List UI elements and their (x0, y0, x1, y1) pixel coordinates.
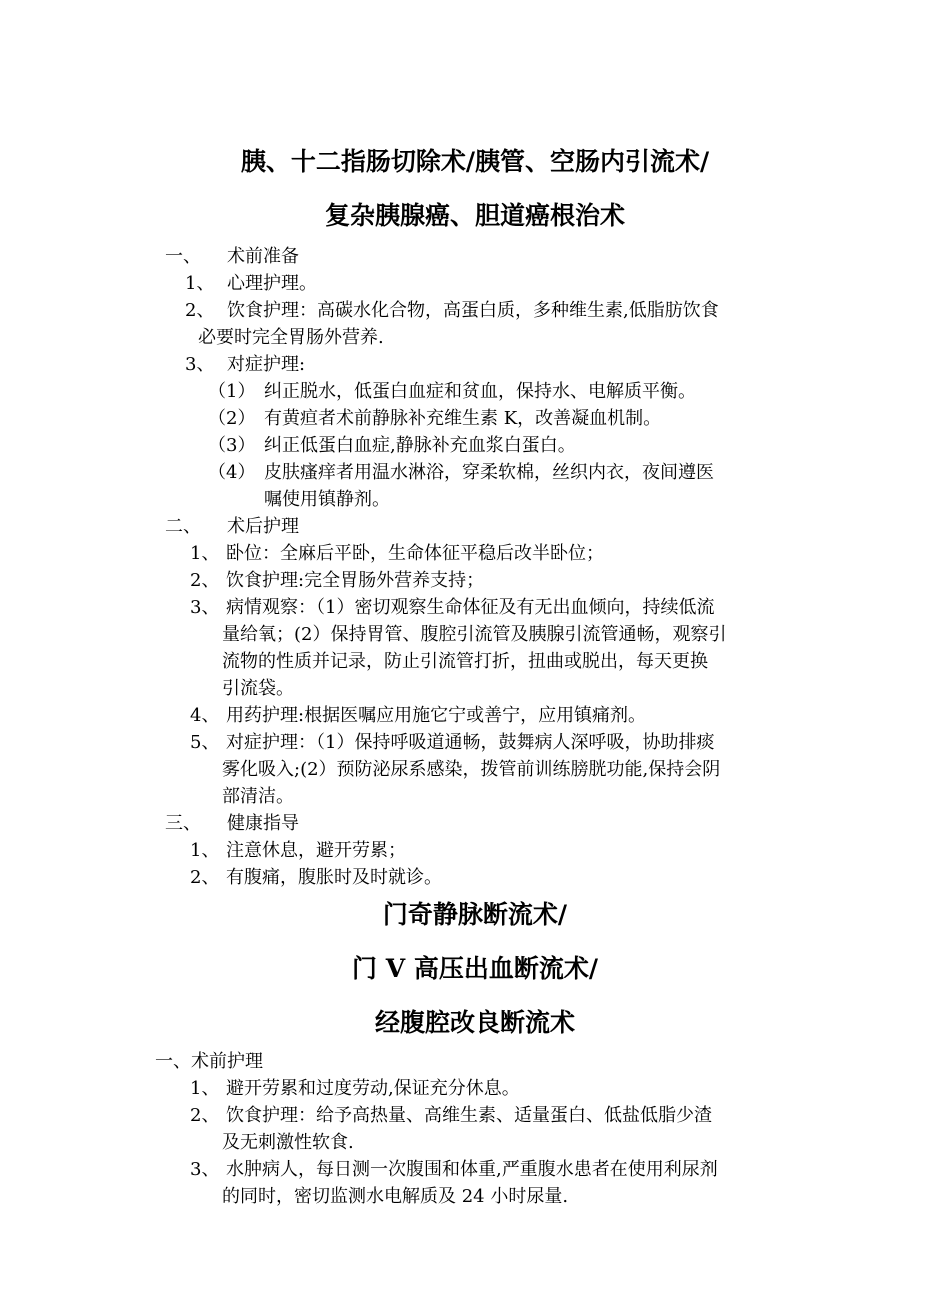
preop-heading-num: 一、 (165, 246, 201, 267)
preop-heading-text: 术前准备 (227, 246, 299, 267)
health-item-1-text: 注意休息，避开劳累； (226, 840, 406, 861)
health-item-1-num: 1、 (190, 840, 220, 861)
postop-item-5-text: 对症护理：（1）保持呼吸道通畅，鼓舞病人深呼吸，协助排痰 (226, 732, 715, 753)
postop-item-2-text: 饮食护理:完全胃肠外营养支持； (226, 570, 485, 591)
preop-item-2-cont: 必要时完全胃肠外营养. (198, 327, 384, 348)
postop-item-3-cont1: 量给氧；(2）保持胃管、腹腔引流管及胰腺引流管通畅，观察引 (222, 624, 727, 645)
postop-item-3-cont3: 引流袋。 (222, 678, 294, 699)
preop-item-2-num: 2、 (185, 300, 215, 321)
preop-subitem-3-num: （3） (208, 435, 256, 456)
preop-subitem-4-cont: 嘱使用镇静剂。 (264, 489, 390, 510)
section2-title-line3: 经腹腔改良断流术 (374, 1008, 575, 1037)
section2-title-line2: 门 V 高压出血断流术/ (352, 954, 598, 983)
section2-item-1-num: 1、 (190, 1078, 220, 1099)
postop-item-2-num: 2、 (190, 570, 220, 591)
section1-title-line2: 复杂胰腺癌、胆道癌根治术 (324, 201, 625, 230)
section2-item-1-text: 避开劳累和过度劳动,保证充分休息。 (226, 1078, 520, 1099)
section2-item-3-num: 3、 (190, 1159, 220, 1180)
preop-item-1-text: 心理护理。 (227, 273, 317, 294)
preop-item-1-num: 1、 (185, 273, 215, 294)
section2-item-3-cont: 的同时，密切监测水电解质及 24 小时尿量. (222, 1186, 569, 1207)
preop-subitem-2-num: （2） (208, 408, 256, 429)
preop-item-3-text: 对症护理: (227, 354, 306, 375)
preop-item-3-num: 3、 (185, 354, 215, 375)
health-item-2-num: 2、 (190, 867, 220, 888)
postop-item-4-num: 4、 (190, 705, 220, 726)
postop-item-1-num: 1、 (190, 543, 220, 564)
postop-item-5-cont1: 雾化吸入;(2）预防泌尿系感染，拨管前训练膀胱功能,保持会阴 (222, 759, 721, 780)
postop-item-4-text: 用药护理:根据医嘱应用施它宁或善宁，应用镇痛剂。 (226, 705, 647, 726)
postop-item-5-cont2: 部清洁。 (222, 786, 294, 807)
postop-item-3-num: 3、 (190, 597, 220, 618)
health-item-2-text: 有腹痛，腹胀时及时就诊。 (226, 867, 442, 888)
preop-subitem-4-num: （4） (208, 462, 256, 483)
postop-heading-text: 术后护理 (227, 516, 299, 537)
section2-item-2-num: 2、 (190, 1105, 220, 1126)
section1-title-line1: 胰、十二指肠切除术/胰管、空肠内引流术/ (240, 147, 710, 176)
postop-item-3-text: 病情观察：（1）密切观察生命体征及有无出血倾向，持续低流 (226, 597, 715, 618)
health-heading-text: 健康指导 (227, 813, 299, 834)
section2-title-line1: 门奇静脉断流术/ (382, 900, 568, 929)
postop-item-1-text: 卧位：全麻后平卧，生命体征平稳后改半卧位； (226, 543, 604, 564)
preop-subitem-3-text: 纠正低蛋白血症,静脉补充血浆白蛋白。 (264, 435, 576, 456)
preop-item-2-text: 饮食护理：高碳水化合物，高蛋白质，多种维生素,低脂肪饮食 (227, 300, 719, 321)
postop-heading-num: 二、 (165, 516, 201, 537)
preop-subitem-1-text: 纠正脱水，低蛋白血症和贫血，保持水、电解质平衡。 (264, 381, 696, 402)
preop-subitem-4-text: 皮肤瘙痒者用温水淋浴，穿柔软棉，丝织内衣，夜间遵医 (264, 462, 714, 483)
section2-item-2-cont: 及无刺激性软食. (222, 1132, 354, 1153)
section2-item-2-text: 饮食护理：给予高热量、高维生素、适量蛋白、低盐低脂少渣 (226, 1105, 712, 1126)
section2-item-3-text: 水肿病人，每日测一次腹围和体重,严重腹水患者在使用利尿剂 (226, 1159, 718, 1180)
section2-preop-heading: 一、术前护理 (155, 1051, 263, 1072)
health-heading-num: 三、 (165, 813, 201, 834)
preop-subitem-1-num: （1） (208, 381, 256, 402)
preop-subitem-2-text: 有黄疸者术前静脉补充维生素 K，改善凝血机制。 (264, 408, 662, 429)
postop-item-3-cont2: 流物的性质并记录，防止引流管打折，扭曲或脱出，每天更换 (222, 651, 708, 672)
postop-item-5-num: 5、 (190, 732, 220, 753)
